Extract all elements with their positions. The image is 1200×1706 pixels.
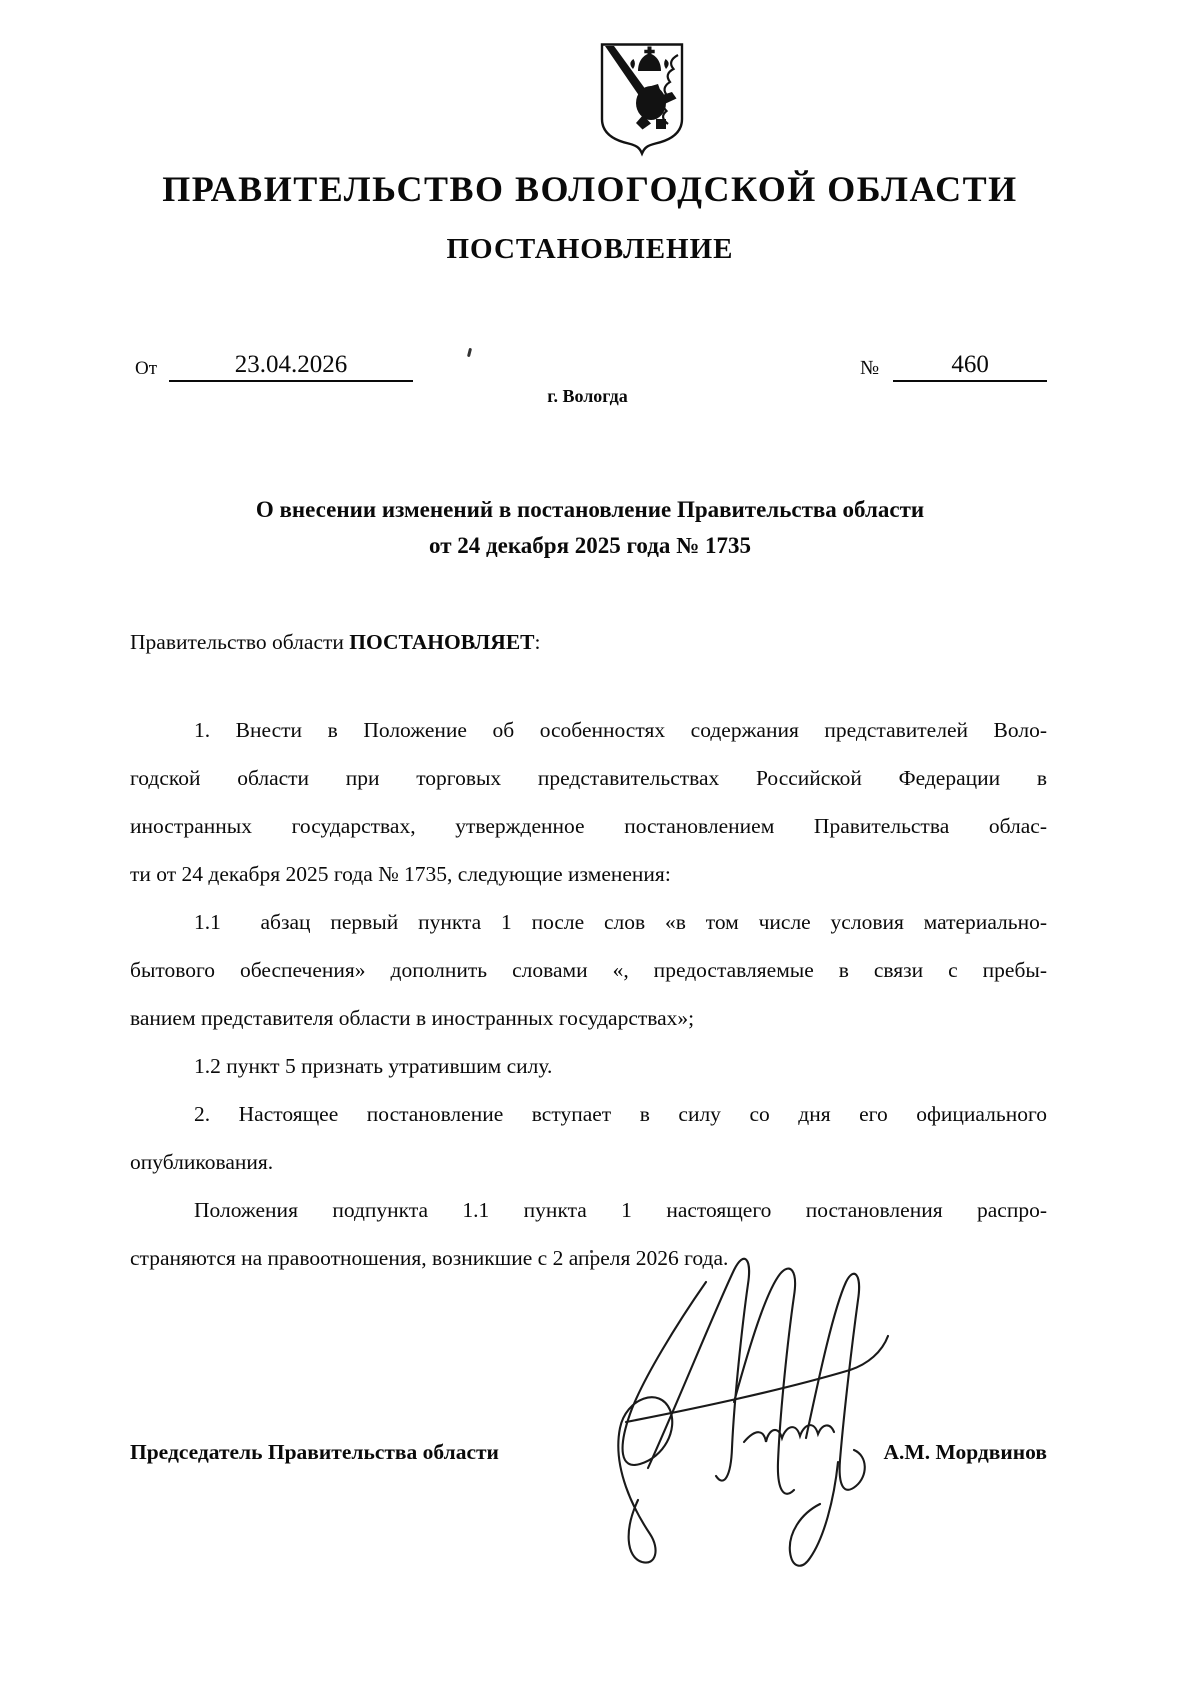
preamble-verb: ПОСТАНОВЛЯЕТ bbox=[349, 630, 535, 654]
body-line: опубликования. bbox=[130, 1150, 274, 1174]
number-label: № bbox=[860, 357, 880, 379]
date-group bbox=[135, 351, 413, 382]
body-line: 1. Внести в Положение об особенностях содержания представителей Воло- bbox=[194, 718, 1047, 742]
handwritten-signature bbox=[538, 1252, 890, 1582]
org-name: ПРАВИТЕЛЬСТВО ВОЛОГОДСКОЙ ОБЛАСТИ bbox=[162, 169, 1018, 209]
document-title bbox=[100, 492, 1080, 564]
body-line: Положения подпункта 1.1 пункта 1 настоящего постановления распро- bbox=[194, 1198, 1047, 1222]
document-title-line1: О внесении изменений в постановление Правительства области bbox=[255, 497, 925, 522]
body-line: страняются на правоотношения, возникшие с 2 апреля 2026 года. bbox=[130, 1246, 729, 1270]
body-line: 1.2 пункт 5 признать утратившим силу. bbox=[194, 1054, 553, 1078]
number-value: 460 bbox=[893, 351, 1047, 382]
doc-type-heading: ПОСТАНОВЛЕНИЕ bbox=[446, 233, 734, 265]
body-line: ванием представителя области в иностранных государствах»; bbox=[130, 1006, 695, 1030]
preamble-regular: Правительство области bbox=[130, 630, 350, 654]
document-title-line2: от 24 декабря 2025 года № 1735 bbox=[429, 533, 751, 558]
preamble-colon: : bbox=[534, 630, 541, 654]
body-line: 2. Настоящее постановление вступает в силу со дня его официального bbox=[194, 1102, 1047, 1126]
body-line: бытового обеспечения» дополнить словами «, предоставляемые в связи с пребы- bbox=[130, 958, 1047, 982]
number-group bbox=[860, 351, 1047, 382]
place-name: г. Вологда bbox=[547, 386, 628, 406]
signer-position: Председатель Правительства области bbox=[130, 1440, 499, 1464]
date-label: От bbox=[135, 358, 158, 379]
body-line: 1.1 абзац первый пункта 1 после слов «в том числе условия материально- bbox=[194, 910, 1047, 934]
body-text bbox=[130, 706, 1047, 1282]
vologda-coat-of-arms-icon bbox=[598, 42, 686, 157]
body-line: годской области при торговых представительствах Российской Федерации в bbox=[130, 766, 1047, 790]
signer-name: А.М. Мордвинов bbox=[883, 1440, 1047, 1464]
signature-row bbox=[130, 1440, 1047, 1465]
date-value: 23.04.2026 bbox=[169, 351, 413, 382]
body-line: иностранных государствах, утвержденное постановлением Правительства облас- bbox=[130, 814, 1047, 838]
requisites-row bbox=[0, 348, 1200, 382]
body-line: ти от 24 декабря 2025 года № 1735, следующие изменения: bbox=[130, 862, 671, 886]
preamble bbox=[130, 630, 1047, 655]
